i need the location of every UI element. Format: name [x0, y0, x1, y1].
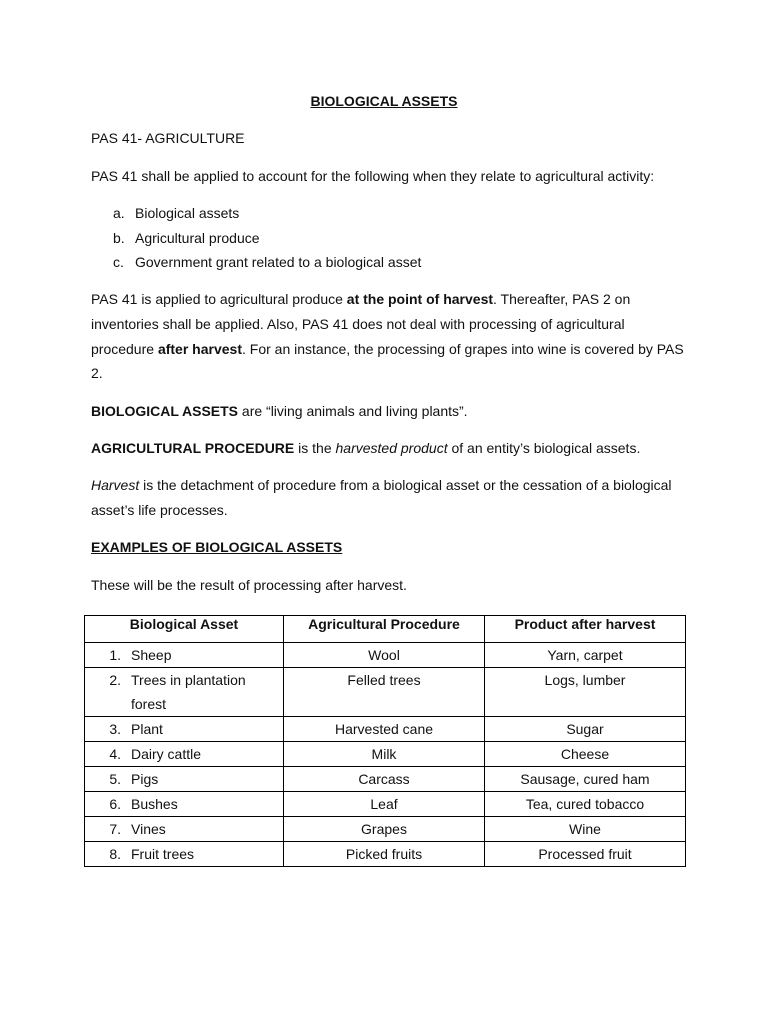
definition-term: BIOLOGICAL ASSETS — [91, 403, 239, 419]
list-marker: c. — [113, 254, 124, 270]
paragraph-line — [91, 290, 630, 308]
paragraph-text: . Thereafter, PAS 2 on — [493, 291, 631, 307]
definition-text: is the — [294, 440, 336, 456]
product-cell: Tea, cured tobacco — [485, 792, 686, 817]
table-row — [85, 742, 686, 767]
definition-term: AGRICULTURAL PROCEDURE — [91, 440, 295, 456]
list-marker: b. — [113, 230, 125, 246]
asset-cell — [85, 668, 284, 717]
paragraph-text: PAS 41 is applied to agricultural produce — [91, 291, 347, 307]
asset-cell — [85, 817, 284, 842]
procedure-cell: Harvested cane — [284, 717, 485, 742]
list-text: Biological assets — [135, 205, 240, 221]
asset-name: Bushes — [131, 796, 178, 812]
asset-cell — [85, 643, 284, 668]
procedure-cell: Carcass — [284, 767, 485, 792]
product-cell: Yarn, carpet — [485, 643, 686, 668]
asset-cell — [85, 767, 284, 792]
product-cell: Cheese — [485, 742, 686, 767]
intro-paragraph: PAS 41 shall be applied to account for the following when they relate to agricultural activity: — [91, 168, 655, 184]
definition-term: Harvest — [91, 477, 140, 493]
paragraph-line: inventories shall be applied. Also, PAS 41 does not deal with processing of agricultural — [91, 316, 625, 332]
list-marker: a. — [113, 205, 125, 221]
asset-name: Vines — [131, 821, 166, 837]
product-cell: Sugar — [485, 717, 686, 742]
table-header-row — [85, 616, 686, 643]
product-cell: Wine — [485, 817, 686, 842]
row-number: 6. — [109, 796, 121, 812]
list-text: Agricultural produce — [135, 230, 260, 246]
row-number: 3. — [109, 721, 121, 737]
row-number: 7. — [109, 821, 121, 837]
definition-text: are “living animals and living plants”. — [238, 403, 468, 419]
column-header-asset: Biological Asset — [85, 616, 284, 643]
procedure-cell: Leaf — [284, 792, 485, 817]
page-title: BIOLOGICAL ASSETS — [310, 93, 458, 109]
product-cell: Sausage, cured ham — [485, 767, 686, 792]
asset-cell — [85, 742, 284, 767]
emphasis-text: at the point of harvest — [346, 291, 494, 307]
examples-table — [84, 615, 686, 867]
examples-intro: These will be the result of processing after harvest. — [91, 577, 407, 593]
row-number: 4. — [109, 746, 121, 762]
list-text: Government grant related to a biological asset — [135, 254, 422, 270]
row-number: 2. — [109, 672, 121, 688]
definition-text: is the detachment of procedure from a biological asset or the cessation of a biological — [139, 477, 672, 493]
table-row — [85, 643, 686, 668]
table-row — [85, 668, 686, 717]
asset-cell — [85, 792, 284, 817]
procedure-cell: Milk — [284, 742, 485, 767]
asset-name: Trees in plantation forest — [131, 672, 246, 712]
row-number: 1. — [109, 647, 121, 663]
emphasis-text: after harvest — [157, 341, 242, 357]
product-cell: Logs, lumber — [485, 668, 686, 717]
table-row — [85, 767, 686, 792]
column-header-procedure: Agricultural Procedure — [284, 616, 485, 643]
asset-name: Plant — [131, 721, 163, 737]
asset-name: Fruit trees — [131, 846, 195, 862]
definition-harvest-cont: asset’s life processes. — [91, 502, 228, 518]
column-header-product: Product after harvest — [485, 616, 686, 643]
paragraph-text: . For an instance, the processing of grapes into wine is covered by PAS — [241, 341, 684, 357]
row-number: 5. — [109, 771, 121, 787]
paragraph-line — [91, 340, 684, 358]
definition-biological-assets — [91, 402, 468, 420]
paragraph-line: 2. — [91, 365, 103, 381]
section-subtitle: PAS 41- AGRICULTURE — [91, 130, 245, 146]
procedure-cell: Picked fruits — [284, 842, 485, 867]
asset-cell — [85, 717, 284, 742]
table-row — [85, 817, 686, 842]
definition-italic: harvested product — [335, 440, 448, 456]
row-number: 8. — [109, 846, 121, 862]
procedure-cell: Grapes — [284, 817, 485, 842]
examples-heading: EXAMPLES OF BIOLOGICAL ASSETS — [91, 539, 343, 555]
table-row — [85, 792, 686, 817]
product-cell: Processed fruit — [485, 842, 686, 867]
asset-cell — [85, 842, 284, 867]
paragraph-text: procedure — [91, 341, 158, 357]
asset-name: Sheep — [131, 647, 172, 663]
asset-name: Dairy cattle — [131, 746, 202, 762]
asset-name: Pigs — [131, 771, 159, 787]
definition-text: of an entity’s biological assets. — [447, 440, 641, 456]
procedure-cell: Wool — [284, 643, 485, 668]
definition-harvest — [91, 476, 672, 494]
table-row — [85, 842, 686, 867]
definition-agricultural-procedure — [91, 439, 640, 457]
procedure-cell: Felled trees — [284, 668, 485, 717]
table-row — [85, 717, 686, 742]
